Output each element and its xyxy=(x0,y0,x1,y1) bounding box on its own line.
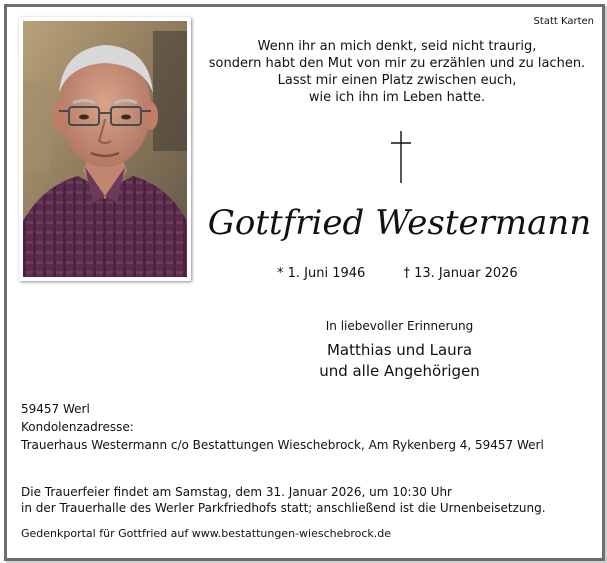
cross-icon xyxy=(390,129,412,189)
portrait-photo xyxy=(23,21,187,277)
family-line: Matthias und Laura xyxy=(326,341,473,359)
poem-line: wie ich ihn im Leben hatte. xyxy=(308,90,486,105)
death-date: † 13. Januar 2026 xyxy=(403,266,518,281)
life-dates xyxy=(277,266,518,281)
memorial-portal-link[interactable]: Gedenkportal für Gottfried auf www.bestattungen-wieschebrock.de xyxy=(21,527,392,540)
condolence-address xyxy=(21,400,544,454)
service-line: in der Trauerhalle des Werler Parkfriedhofs statt; anschließend ist die Urnenbeisetzung. xyxy=(21,501,546,515)
address-label: Kondolenzadresse: xyxy=(21,420,134,434)
obituary-card xyxy=(4,4,605,561)
statt-karten-label: Statt Karten xyxy=(533,16,594,27)
city-line: 59457 Werl xyxy=(21,402,90,416)
poem-line: sondern habt den Mut von mir zu erzählen und zu lachen. xyxy=(208,56,586,71)
poem-line: Wenn ihr an mich denkt, seid nicht traurig, xyxy=(257,39,537,54)
birth-date: * 1. Juni 1946 xyxy=(277,266,366,281)
address-full: Trauerhaus Westermann c/o Bestattungen Wieschebrock, Am Rykenberg 4, 59457 Werl xyxy=(21,438,544,452)
poem xyxy=(207,38,587,106)
family-line: und alle Angehörigen xyxy=(319,362,480,380)
family-names xyxy=(207,340,592,382)
deceased-name: Gottfried Westermann xyxy=(207,203,592,243)
funeral-service-info xyxy=(21,484,546,516)
service-line: Die Trauerfeier findet am Samstag, dem 31. Januar 2026, um 10:30 Uhr xyxy=(21,485,452,499)
portrait-frame xyxy=(19,17,191,281)
remembrance-intro: In liebevoller Erinnerung xyxy=(325,319,474,333)
poem-line: Lasst mir einen Platz zwischen euch, xyxy=(277,73,517,88)
